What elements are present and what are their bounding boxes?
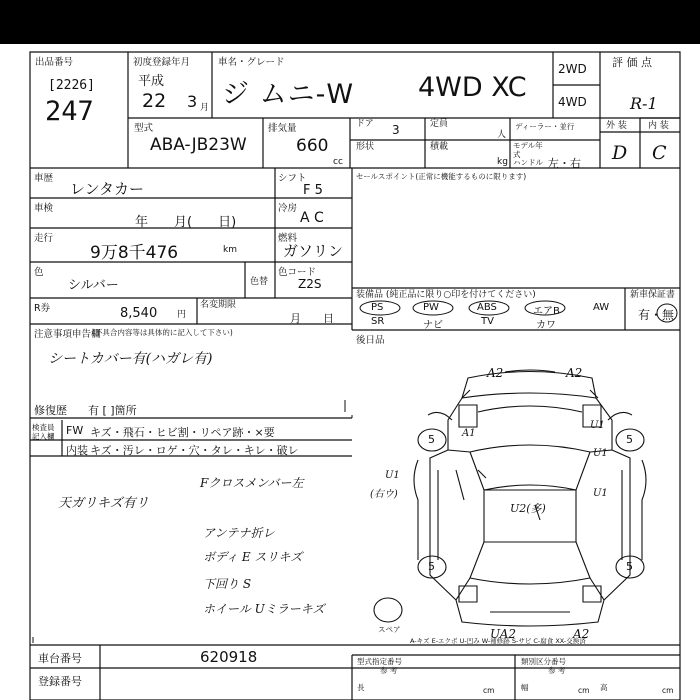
load-label: 積載 (430, 142, 449, 152)
mark-5-rr: 5 (626, 560, 633, 573)
hand-note-body: ボディ E スリキズ (203, 550, 303, 564)
interior-items: キズ・汚レ・ロゲ・穴・タレ・キレ・破レ (90, 444, 299, 457)
hand-note-antenna: アンテナ折レ (203, 526, 275, 540)
handle-label: ハンドル (513, 158, 543, 167)
recycle-unit: 円 (177, 310, 187, 320)
mark-ua2: UA2 (490, 627, 517, 641)
score-label: 評 価 点 (612, 56, 652, 69)
spare-label: スペア (378, 625, 401, 634)
int-grade: C (652, 142, 667, 164)
lot-label: 出品番号 (35, 57, 74, 68)
ctype-label: 型式指定番号 (357, 657, 402, 666)
mark-5-rl: 5 (428, 560, 435, 573)
mark-u1-b: U1 (593, 448, 608, 459)
lot-number: 247 (45, 96, 94, 127)
recycle-label: R券 (34, 303, 51, 314)
model-grade: 4WD XC (418, 72, 527, 103)
drive-2wd: 2WD (558, 62, 587, 76)
shift-value: F 5 (303, 183, 323, 198)
height-label: 高 (600, 683, 608, 692)
equip-navi: ナビ (423, 320, 443, 331)
mark-u1-d: U1 (385, 470, 400, 481)
color-code-value: Z2S (298, 277, 322, 291)
equip-abs: ABS (477, 302, 497, 313)
type-value: ABA-JB23W (150, 135, 247, 155)
ref-label-2: 参 考 (548, 666, 566, 675)
sales-points-label: セールスポイント(正常に機能するものに限ります) (356, 172, 527, 181)
color-change-label: 色替 (250, 277, 269, 287)
repair-label: 修復歴 (34, 404, 67, 417)
history-label: 車歴 (34, 173, 54, 184)
fw-items: キズ・飛石・ヒビ割・リペア跡・×要 (90, 426, 275, 439)
era: 平成 (138, 74, 165, 89)
cap-unit: 人 (497, 130, 507, 140)
regno-label: 登録番号 (38, 675, 82, 688)
hand-note-wheel: ホイール Uミラーキズ (203, 602, 325, 616)
drive-4wd: 4WD (558, 95, 587, 109)
repair-value: 有 [ ]箇所 (88, 404, 137, 417)
interior-label: 内装 (66, 444, 88, 457)
lot-code: [2226] (48, 78, 95, 93)
hand-note-roof: 天ガリキズ有リ (58, 496, 149, 511)
diagram-note: (右ウ) (370, 489, 398, 500)
checker-label: 検査員記入欄 (32, 423, 55, 441)
history-value: レンタカー (70, 180, 145, 198)
equip-airbag: エアB (533, 306, 560, 317)
type-label: 型式 (134, 123, 154, 134)
color-value: シルバー (68, 278, 119, 293)
equipment-label: 装備品 (純正品に限り○印を付けてください) (356, 290, 536, 300)
hand-note-crossmember: Fクロスメンバー左 (200, 476, 304, 490)
damage-legend: A-キズ E-エクボ U-凹み W-補修跡 S-サビ C-腐食 XX-交換済 (410, 637, 586, 645)
mark-5-fr: 5 (626, 433, 633, 446)
equip-tv: TV (481, 316, 494, 327)
reg-month: 3 (187, 92, 198, 111)
mileage-label: 走行 (34, 233, 54, 244)
fuel-label: 燃料 (278, 233, 298, 244)
width-unit: cm (578, 686, 590, 695)
model-name: ジ ムニ-W (222, 79, 355, 110)
hand-note-under: 下回り S (203, 577, 252, 591)
model-year-label: モデル年式 (513, 141, 543, 159)
mark-u2: U2(多) (510, 502, 546, 515)
model-label: 車名・グレード (218, 57, 285, 68)
warranty-label: 新車保証書 (630, 290, 676, 300)
shift-label: シフト (278, 173, 307, 184)
chassis-value: 620918 (200, 648, 258, 666)
mark-u1-a: U1 (590, 420, 605, 431)
month-unit: 月 (200, 103, 210, 113)
rear-items-label: 後日品 (356, 335, 385, 346)
inspection-label: 車検 (34, 203, 54, 214)
ext-grade: D (612, 142, 628, 164)
length-label: 長 (357, 683, 365, 692)
equip-sr: SR (371, 316, 385, 327)
ac-label: 冷房 (278, 203, 298, 214)
equip-aw: AW (593, 302, 610, 313)
fuel-value: ガソリン (283, 242, 344, 260)
disp-value: 660 (296, 136, 329, 156)
reg-year: 22 (142, 90, 167, 112)
mark-a2-front-left: A2 (487, 366, 504, 380)
door-value: 3 (392, 123, 400, 137)
height-unit: cm (662, 686, 674, 695)
mileage-unit: km (223, 245, 237, 255)
reg-label: 初度登録年月 (133, 57, 191, 68)
mark-a1: A1 (462, 428, 476, 439)
door-label: ドア (356, 119, 374, 129)
ref-label-1: 参 考 (380, 666, 398, 675)
mark-a2-rear: A2 (573, 627, 590, 641)
disp-label: 排気量 (268, 123, 297, 134)
notes-label: 注意事項申告欄 (34, 329, 101, 340)
notes-sublabel: (不具合内容等は具体的に記入して下さい) (92, 328, 233, 337)
cap-label: 定員 (430, 119, 449, 129)
handle-value: 左・右 (548, 157, 581, 170)
mark-a2-front-right: A2 (566, 366, 583, 380)
color-code-label: 色コード (278, 267, 317, 278)
ext-label: 外 装 (606, 121, 627, 131)
warranty-value: 有・無 (638, 308, 675, 322)
recycle-value: 8,540 (120, 306, 158, 321)
equip-ps: PS (371, 302, 384, 313)
equip-pw: PW (423, 302, 439, 313)
inspection-value: 年 月( 日) (135, 215, 237, 230)
load-unit: kg (497, 157, 508, 167)
score-value: R-1 (630, 94, 658, 113)
width-label: 幅 (521, 683, 529, 692)
length-unit: cm (483, 686, 495, 695)
class-label: 類別区分番号 (521, 657, 566, 666)
mark-u1-c: U1 (593, 488, 608, 499)
expiry-unit: 月 日 (290, 312, 334, 325)
mileage-value: 9万8千476 (90, 243, 179, 263)
equip-leather: カワ (536, 320, 556, 331)
dealer-label: ディーラー・並行 (515, 122, 575, 131)
shape-label: 形状 (356, 142, 375, 152)
disp-unit: cc (333, 157, 343, 167)
expiry-label: 名変期限 (200, 300, 237, 310)
ac-value: A C (300, 210, 324, 226)
chassis-label: 車台番号 (38, 652, 82, 665)
fw-label: FW (66, 424, 84, 437)
int-label: 内 装 (648, 121, 669, 131)
notes-handwritten: シートカバー有(ハガレ有) (48, 351, 213, 367)
color-label: 色 (34, 267, 44, 278)
mark-5-fl: 5 (428, 433, 435, 446)
